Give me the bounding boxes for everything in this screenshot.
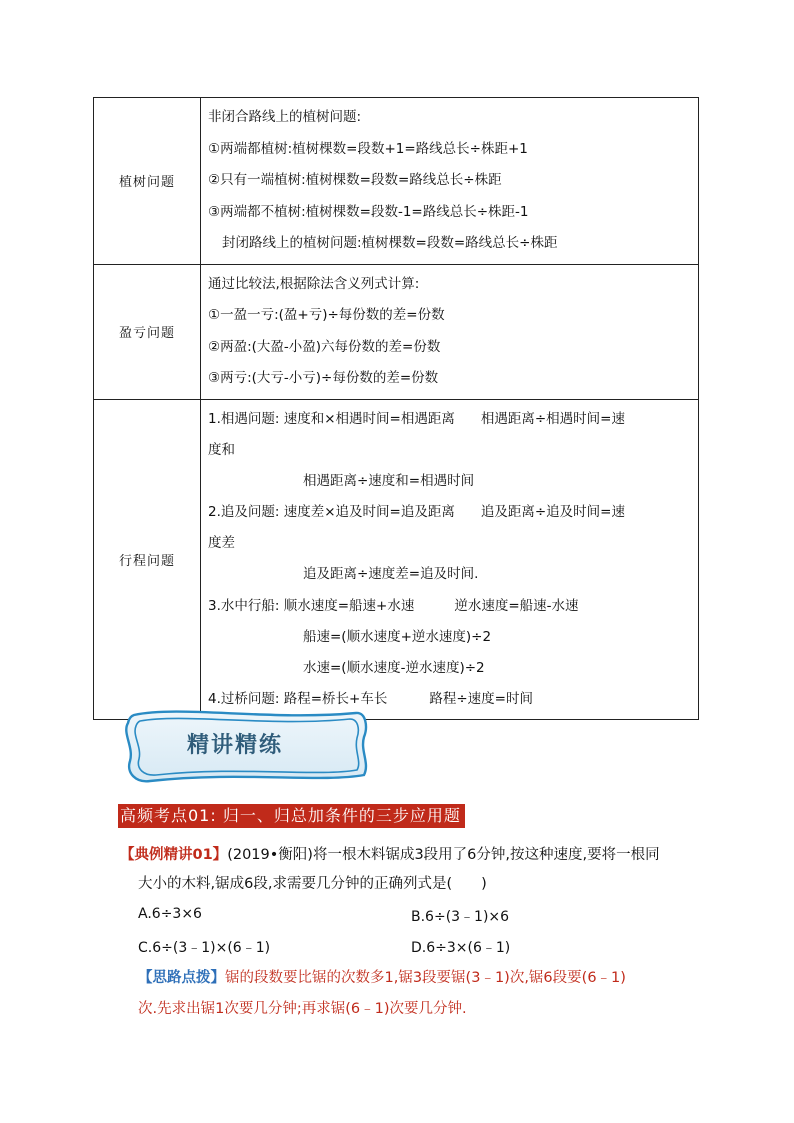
hint-tag: 【思路点拨】 bbox=[138, 970, 225, 986]
topic-cell-travel: 行程问题 bbox=[94, 399, 201, 720]
table-line: 船速=(顺水速度+逆水速度)÷2 bbox=[303, 628, 492, 645]
table-line: ①两端都植树:植树棵数=段数+1=路线总长÷株距+1 bbox=[208, 140, 528, 157]
section-banner-title: 精讲精练 bbox=[187, 733, 284, 758]
line-part: 相遇距离÷相遇时间=速 bbox=[480, 410, 625, 427]
line-part: 2.追及问题: 速度差×追及时间=追及距离 bbox=[208, 504, 455, 521]
table-line: 度和 bbox=[208, 441, 235, 458]
line-part: 1.相遇问题: 速度和×相遇时间=相遇距离 bbox=[208, 410, 455, 427]
table-line: ②只有一端植树:植树棵数=段数=路线总长÷株距 bbox=[208, 172, 502, 188]
table-line: 相遇距离÷速度和=相遇时间 bbox=[303, 472, 475, 489]
option-a: A.6÷3×6 bbox=[138, 906, 202, 922]
option-d: D.6÷3×(6﹣1) bbox=[411, 940, 511, 956]
content-cell-travel bbox=[201, 399, 699, 720]
table-line: 通过比较法,根据除法含义列式计算: bbox=[208, 275, 420, 292]
table-row bbox=[94, 98, 699, 265]
line-part: 路程÷速度=时间 bbox=[429, 691, 533, 708]
example-line-2: 大小的木料,锯成6段,求需要几分钟的正确列式是( ) bbox=[138, 876, 487, 892]
table-line: 水速=(顺水速度-逆水速度)÷2 bbox=[303, 660, 485, 676]
hint-line-1 bbox=[138, 968, 626, 988]
table-line bbox=[208, 591, 692, 622]
line-part: 3.水中行船: 顺水速度=船速+水速 bbox=[208, 597, 415, 614]
table-line: ③两端都不植树:植树棵数=段数-1=路线总长÷株距-1 bbox=[208, 203, 529, 220]
summary-table bbox=[93, 97, 699, 720]
table-line: ③两亏:(大亏-小亏)÷每份数的差=份数 bbox=[208, 370, 439, 386]
table-line: 封闭路线上的植树问题:植树棵数=段数=路线总长÷株距 bbox=[222, 235, 558, 251]
content-cell-tree-planting bbox=[201, 98, 699, 265]
key-point-title: 高频考点01: 归一、归总加条件的三步应用题 bbox=[118, 804, 465, 828]
option-c: C.6÷(3﹣1)×(6﹣1) bbox=[138, 940, 271, 956]
content-cell-profit-loss bbox=[201, 264, 699, 399]
hint-text: 锯的段数要比锯的次数多1,锯3段要锯(3﹣1)次,锯6段要(6﹣1) bbox=[225, 970, 626, 986]
line-part: 追及距离÷追及时间=速 bbox=[480, 504, 625, 521]
table-line: ①一盈一亏:(盈+亏)÷每份数的差=份数 bbox=[208, 307, 445, 323]
table-line: 追及距离÷速度差=追及时间. bbox=[303, 566, 479, 583]
table-row bbox=[94, 399, 699, 720]
line-part: 逆水速度=船速-水速 bbox=[454, 597, 579, 614]
example-line-1 bbox=[120, 845, 660, 865]
table-line: 度差 bbox=[208, 535, 235, 552]
hint-line-2: 次.先求出锯1次要几分钟;再求锯(6﹣1)次要几分钟. bbox=[138, 1001, 467, 1017]
table-line bbox=[208, 497, 692, 528]
option-b: B.6÷(3﹣1)×6 bbox=[411, 909, 510, 925]
line-part: 4.过桥问题: 路程=桥长+车长 bbox=[208, 691, 388, 708]
topic-cell-tree-planting: 植树问题 bbox=[94, 98, 201, 265]
example-text: (2019•衡阳)将一根木料锯成3段用了6分钟,按这种速度,要将一根同 bbox=[227, 847, 660, 863]
table-line: 非闭合路线上的植树问题: bbox=[208, 109, 362, 125]
table-row bbox=[94, 264, 699, 399]
table-line bbox=[208, 404, 692, 435]
topic-cell-profit-loss: 盈亏问题 bbox=[94, 264, 201, 399]
example-tag: 【典例精讲01】 bbox=[120, 847, 228, 863]
table-line: ②两盈:(大盈-小盈)六每份数的差=份数 bbox=[208, 338, 441, 355]
